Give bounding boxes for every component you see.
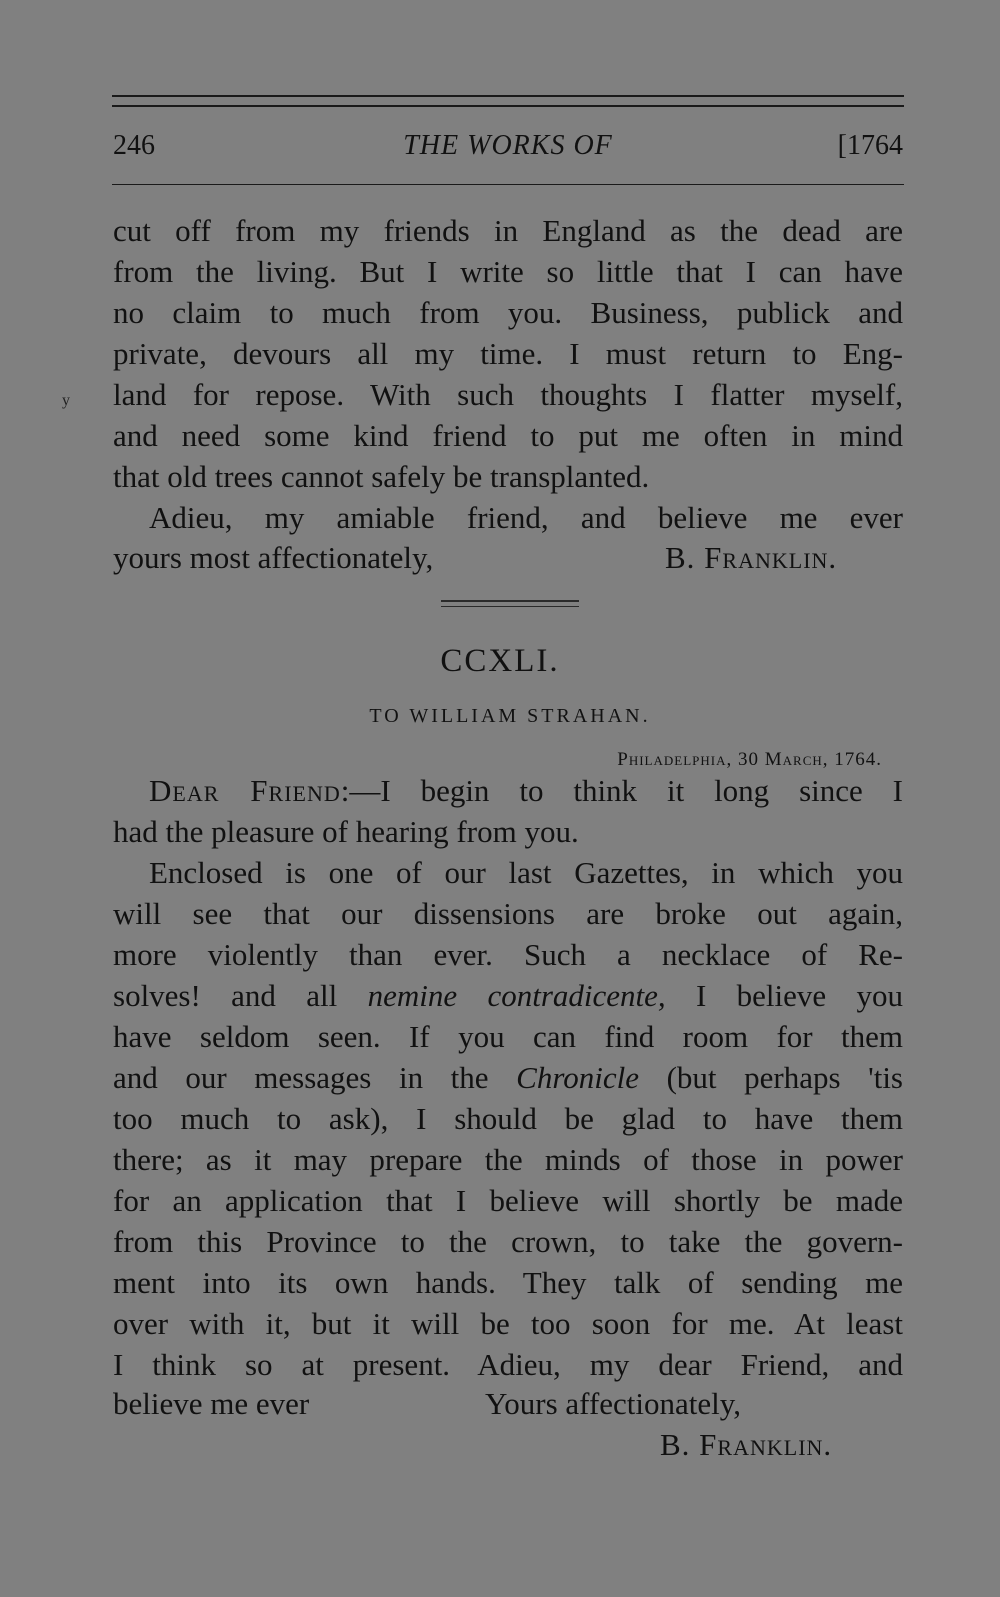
- text-line-resolves: [113, 975, 903, 1016]
- text-line: too much to ask), I should be glad to have them: [113, 1101, 903, 1136]
- text-span: I believe you: [665, 978, 904, 1013]
- section-divider: [441, 600, 579, 602]
- letter2-closing: [113, 1386, 903, 1427]
- text-line: that old trees cannot safely be transplanted.: [113, 459, 650, 494]
- header-year: [1764: [837, 130, 903, 161]
- text-span: :—I begin to think it long since I: [340, 773, 903, 808]
- text-line: had the pleasure of hearing from you.: [113, 814, 579, 849]
- running-title: THE WORKS OF: [403, 130, 613, 161]
- closing-right: Yours affectionately,: [485, 1386, 741, 1421]
- header-rule-top-2: [112, 105, 904, 107]
- text-line-chronicle: [113, 1057, 903, 1098]
- text-line: and need some kind friend to put me often in mind: [113, 418, 903, 453]
- text-line: over with it, but it will be too soon for me. At least: [113, 1306, 903, 1341]
- italic-title: Chronicle: [516, 1060, 639, 1095]
- letter1-signature-line: [113, 540, 903, 581]
- text-line: cut off from my friends in England as the dead are: [113, 213, 903, 248]
- dateline: Philadelphia, 30 March, 1764.: [617, 749, 882, 770]
- header-rule-top: [112, 95, 904, 97]
- text-line: from the living. But I write so little that I can have: [113, 254, 903, 289]
- text-line: have seldom seen. If you can find room for them: [113, 1019, 903, 1054]
- text-line: Enclosed is one of our last Gazettes, in which you: [149, 855, 903, 890]
- text-line: private, devours all my time. I must return to Eng-: [113, 336, 903, 371]
- text-line: ment into its own hands. They talk of sending me: [113, 1265, 903, 1300]
- closing-line: Adieu, my amiable friend, and believe me ever: [149, 500, 903, 535]
- text-line: from this Province to the crown, to take the govern-: [113, 1224, 903, 1259]
- signature: B. Franklin.: [660, 1427, 833, 1462]
- salutation-line: [113, 770, 903, 811]
- text-span: and our messages in the: [113, 1060, 517, 1095]
- section-divider-2: [441, 606, 579, 607]
- text-line: I think so at present. Adieu, my dear Friend, and: [113, 1347, 903, 1382]
- addressee: TO WILLIAM STRAHAN.: [369, 705, 651, 727]
- text-line: no claim to much from you. Business, publick and: [113, 295, 903, 330]
- text-line: for an application that I believe will shortly be made: [113, 1183, 903, 1218]
- text-span: solves! and all: [113, 978, 368, 1013]
- salutation: Dear Friend: [149, 773, 341, 808]
- closing-phrase: yours most affectionately,: [113, 540, 434, 575]
- text-span: (but perhaps 'tis: [638, 1060, 903, 1095]
- text-line: land for repose. With such thoughts I flatter myself,: [113, 377, 903, 412]
- running-header: [113, 130, 903, 170]
- italic-phrase: nemine contradicente,: [367, 978, 666, 1013]
- margin-mark: y: [62, 392, 70, 409]
- letter1-body: [113, 210, 903, 538]
- text-line: more violently than ever. Such a necklace of Re-: [113, 937, 903, 972]
- text-line: there; as it may prepare the minds of those in power: [113, 1142, 903, 1177]
- header-rule-bottom: [112, 184, 904, 185]
- letter2-body: [113, 770, 903, 1385]
- letter-number: CCXLI.: [440, 643, 560, 679]
- page-number: 246: [113, 130, 155, 161]
- closing-left: believe me ever: [113, 1386, 310, 1421]
- signature: B. Franklin.: [665, 540, 838, 575]
- text-line: will see that our dissensions are broke out again,: [113, 896, 903, 931]
